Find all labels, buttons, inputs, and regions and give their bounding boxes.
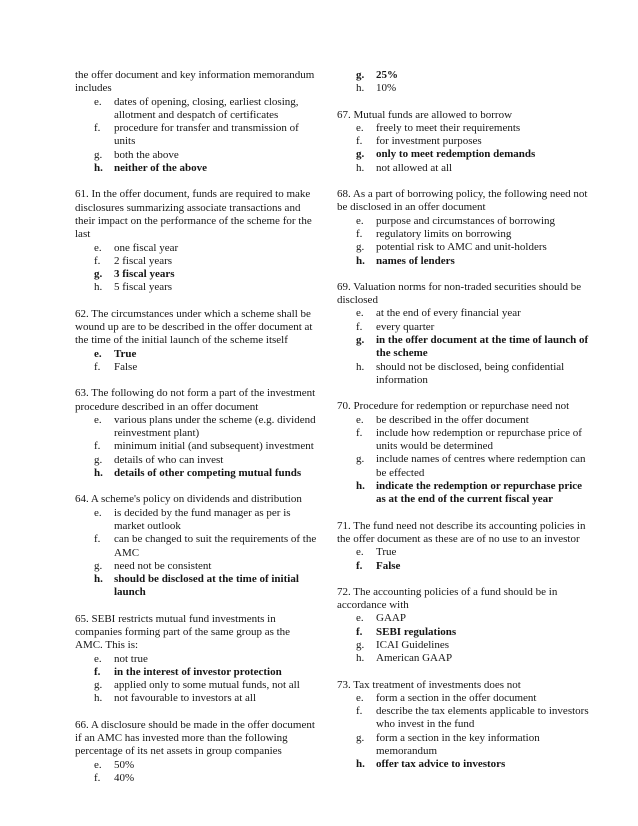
option-row bbox=[75, 414, 319, 441]
option-label: h. bbox=[356, 82, 365, 95]
option-row bbox=[337, 427, 589, 454]
option-text: both the above bbox=[114, 148, 179, 161]
option-label: g. bbox=[94, 268, 103, 281]
question-block bbox=[337, 281, 589, 387]
option-row bbox=[337, 307, 589, 320]
option-text: form a section in the key information memorandum bbox=[376, 731, 540, 758]
option-text: neither of the above bbox=[114, 162, 207, 175]
option-label: f. bbox=[94, 771, 101, 784]
option-label: f. bbox=[94, 665, 101, 678]
option-row bbox=[75, 573, 319, 600]
question-text: the offer document and key information memorandum includes bbox=[75, 69, 315, 95]
option-row bbox=[75, 666, 319, 679]
option-text: indicate the redemption or repurchase price as at the end of the current fiscal year bbox=[376, 480, 583, 506]
option-row bbox=[75, 122, 319, 149]
option-text: False bbox=[114, 360, 138, 373]
option-text: False bbox=[376, 559, 401, 572]
option-text: include how redemption or repurchase price of units would be determined bbox=[376, 426, 582, 453]
option-label: g. bbox=[356, 453, 365, 466]
option-row bbox=[337, 652, 589, 665]
option-row bbox=[337, 560, 589, 573]
option-text: 25% bbox=[376, 69, 398, 81]
question-block bbox=[75, 69, 319, 175]
option-row bbox=[337, 228, 589, 241]
option-row bbox=[75, 759, 319, 772]
option-label: f. bbox=[356, 320, 363, 333]
option-row bbox=[337, 705, 589, 732]
option-row bbox=[75, 255, 319, 268]
option-text: be described in the offer document bbox=[376, 413, 529, 426]
option-label: h. bbox=[94, 467, 103, 480]
option-row bbox=[75, 692, 319, 705]
question-block bbox=[337, 679, 589, 772]
option-row bbox=[75, 467, 319, 480]
question-text: 68. As a part of borrowing policy, the following need not be disclosed in an offer document bbox=[337, 188, 588, 214]
option-row bbox=[337, 453, 589, 480]
option-label: g. bbox=[356, 334, 365, 347]
question-text: 62. The circumstances under which a scheme shall be wound up are to be described in the offer document at the time of the initial launch of the scheme itself bbox=[75, 307, 313, 347]
option-label: e. bbox=[356, 413, 364, 426]
option-text: in the offer document at the time of launch of the scheme bbox=[376, 334, 589, 360]
option-label: f. bbox=[94, 440, 101, 453]
option-text: SEBI regulations bbox=[376, 625, 457, 638]
question-block bbox=[337, 520, 589, 573]
option-text: is decided by the fund manager as per is market outlook bbox=[114, 506, 291, 532]
option-row bbox=[75, 653, 319, 666]
option-label: g. bbox=[94, 679, 103, 692]
option-label: g. bbox=[356, 638, 365, 651]
question-block bbox=[75, 188, 319, 294]
option-text: procedure for transfer and transmission of units bbox=[114, 122, 299, 148]
option-label: f. bbox=[356, 705, 363, 718]
option-label: f. bbox=[356, 559, 363, 572]
option-label: h. bbox=[94, 281, 103, 294]
question-text: 73. Tax treatment of investments does not bbox=[337, 678, 521, 691]
option-label: h. bbox=[356, 360, 365, 373]
option-text: include names of centres where redemption can be effected bbox=[376, 453, 586, 479]
option-label: g. bbox=[356, 731, 365, 744]
option-row bbox=[337, 148, 589, 161]
option-label: e. bbox=[356, 214, 364, 227]
question-text: 67. Mutual funds are allowed to borrow bbox=[337, 108, 513, 121]
option-row bbox=[75, 679, 319, 692]
option-text: dates of opening, closing, earliest closing, allotment and despatch of certificates bbox=[114, 95, 299, 121]
option-text: should not be disclosed, being confidential information bbox=[376, 360, 565, 386]
option-row bbox=[75, 242, 319, 255]
option-text: in the interest of investor protection bbox=[114, 665, 282, 678]
option-text: 10% bbox=[376, 82, 397, 95]
option-text: should be disclosed at the time of initial launch bbox=[114, 573, 299, 599]
question-block bbox=[337, 188, 589, 268]
option-label: e. bbox=[94, 347, 102, 360]
option-label: f. bbox=[356, 426, 363, 439]
option-row bbox=[75, 507, 319, 534]
option-row bbox=[337, 758, 589, 771]
option-label: e. bbox=[356, 307, 364, 320]
option-text: only to meet redemption demands bbox=[376, 148, 536, 161]
option-row bbox=[75, 348, 319, 361]
option-label: e. bbox=[356, 612, 364, 625]
option-label: e. bbox=[356, 691, 364, 704]
option-row bbox=[75, 440, 319, 453]
question-text: 66. A disclosure should be made in the offer document if an AMC has invested more than the following percentage of its net assets in group companies bbox=[75, 718, 315, 758]
option-label: h. bbox=[94, 573, 103, 586]
option-label: f. bbox=[94, 360, 101, 373]
option-text: 3 fiscal years bbox=[114, 268, 175, 281]
question-text: 61. In the offer document, funds are required to make disclosures summarizing associate transactions and their impact on the performance of the scheme for the last bbox=[75, 188, 312, 241]
question-text: 70. Procedure for redemption or repurchase need not bbox=[337, 400, 570, 413]
option-row bbox=[337, 692, 589, 705]
option-text: every quarter bbox=[376, 320, 435, 333]
option-text: minimum initial (and subsequent) investment bbox=[114, 440, 314, 453]
question-text: 64. A scheme's policy on dividends and distribution bbox=[75, 493, 302, 506]
option-label: g. bbox=[356, 241, 365, 254]
option-row bbox=[337, 82, 589, 95]
option-text: 50% bbox=[114, 758, 135, 771]
option-text: not true bbox=[114, 652, 148, 665]
option-row bbox=[337, 480, 589, 507]
option-text: for investment purposes bbox=[376, 135, 482, 148]
option-text: names of lenders bbox=[376, 254, 455, 267]
option-label: e. bbox=[94, 241, 102, 254]
option-text: offer tax advice to investors bbox=[376, 758, 506, 771]
option-label: e. bbox=[356, 546, 364, 559]
option-row bbox=[337, 639, 589, 652]
option-text: can be changed to suit the requirements of the AMC bbox=[114, 533, 317, 559]
option-text: freely to meet their requirements bbox=[376, 121, 521, 134]
option-text: regulatory limits on borrowing bbox=[376, 227, 512, 240]
option-row bbox=[337, 135, 589, 148]
option-row bbox=[337, 162, 589, 175]
option-text: potential risk to AMC and unit-holders bbox=[376, 241, 547, 254]
question-block bbox=[75, 719, 319, 785]
option-row bbox=[75, 533, 319, 560]
option-row bbox=[75, 361, 319, 374]
right-column bbox=[337, 69, 589, 785]
question-block bbox=[337, 586, 589, 666]
option-label: e. bbox=[356, 121, 364, 134]
option-text: describe the tax elements applicable to investors who invest in the fund bbox=[376, 705, 589, 731]
option-row bbox=[337, 241, 589, 254]
option-row bbox=[337, 122, 589, 135]
option-label: f. bbox=[94, 533, 101, 546]
option-row bbox=[75, 454, 319, 467]
option-text: American GAAP bbox=[376, 652, 453, 665]
option-label: e. bbox=[94, 506, 102, 519]
option-label: f. bbox=[356, 625, 363, 638]
option-text: 40% bbox=[114, 771, 135, 784]
option-row bbox=[337, 612, 589, 625]
option-label: h. bbox=[356, 161, 365, 174]
question-block bbox=[337, 69, 589, 96]
option-label: e. bbox=[94, 413, 102, 426]
option-row bbox=[337, 215, 589, 228]
option-label: h. bbox=[356, 254, 365, 267]
option-text: need not be consistent bbox=[114, 559, 212, 572]
option-text: applied only to some mutual funds, not all bbox=[114, 679, 300, 692]
option-label: h. bbox=[356, 652, 365, 665]
option-label: e. bbox=[94, 652, 102, 665]
option-label: g. bbox=[94, 453, 103, 466]
option-text: purpose and circumstances of borrowing bbox=[376, 214, 556, 227]
option-text: ICAI Guidelines bbox=[376, 638, 450, 651]
question-text: 71. The fund need not describe its accounting policies in the offer document as these are of no use to an investor bbox=[337, 519, 586, 545]
question-block bbox=[75, 493, 319, 599]
option-row bbox=[75, 772, 319, 785]
question-block bbox=[337, 109, 589, 175]
option-row bbox=[75, 162, 319, 175]
option-text: details of other competing mutual funds bbox=[114, 467, 302, 480]
option-row bbox=[337, 361, 589, 388]
option-label: f. bbox=[94, 122, 101, 135]
option-text: True bbox=[114, 347, 137, 360]
question-text: 72. The accounting policies of a fund should be in accordance with bbox=[337, 585, 558, 612]
question-block bbox=[75, 387, 319, 480]
question-block bbox=[75, 613, 319, 706]
option-row bbox=[75, 96, 319, 123]
option-text: various plans under the scheme (e.g. dividend reinvestment plant) bbox=[114, 413, 316, 440]
option-label: h. bbox=[356, 480, 365, 493]
option-row bbox=[337, 546, 589, 559]
option-label: e. bbox=[94, 758, 102, 771]
option-row bbox=[337, 321, 589, 334]
option-label: g. bbox=[94, 559, 103, 572]
option-label: g. bbox=[356, 148, 365, 161]
option-label: h. bbox=[94, 162, 103, 175]
option-text: form a section in the offer document bbox=[376, 691, 537, 704]
option-text: 5 fiscal years bbox=[114, 281, 173, 294]
option-row bbox=[337, 334, 589, 361]
question-block bbox=[75, 308, 319, 374]
option-text: not allowed at all bbox=[376, 161, 453, 174]
option-label: e. bbox=[94, 95, 102, 108]
option-row bbox=[337, 414, 589, 427]
option-label: f. bbox=[356, 227, 363, 240]
question-block bbox=[337, 400, 589, 506]
question-text: 69. Valuation norms for non-traded securities should be disclosed bbox=[337, 280, 582, 307]
option-text: details of who can invest bbox=[114, 453, 224, 466]
option-text: 2 fiscal years bbox=[114, 254, 173, 267]
option-text: True bbox=[376, 546, 397, 559]
option-label: g. bbox=[356, 69, 365, 81]
option-text: one fiscal year bbox=[114, 241, 179, 254]
option-label: f. bbox=[94, 254, 101, 267]
option-text: at the end of every financial year bbox=[376, 307, 521, 320]
option-row bbox=[75, 149, 319, 162]
option-row bbox=[337, 69, 589, 82]
option-row bbox=[75, 560, 319, 573]
left-column bbox=[75, 69, 319, 798]
option-row bbox=[337, 626, 589, 639]
option-label: h. bbox=[94, 692, 103, 705]
option-text: not favourable to investors at all bbox=[114, 692, 257, 705]
option-row bbox=[337, 732, 589, 759]
question-text: 63. The following do not form a part of the investment procedure described in an offer document bbox=[75, 387, 316, 413]
option-label: f. bbox=[356, 135, 363, 148]
option-text: GAAP bbox=[376, 612, 406, 625]
option-label: h. bbox=[356, 758, 365, 771]
question-text: 65. SEBI restricts mutual fund investments in companies forming part of the same group as the AMC. This is: bbox=[75, 612, 291, 652]
option-label: g. bbox=[94, 148, 103, 161]
option-row bbox=[337, 255, 589, 268]
option-row bbox=[75, 281, 319, 294]
option-row bbox=[75, 268, 319, 281]
